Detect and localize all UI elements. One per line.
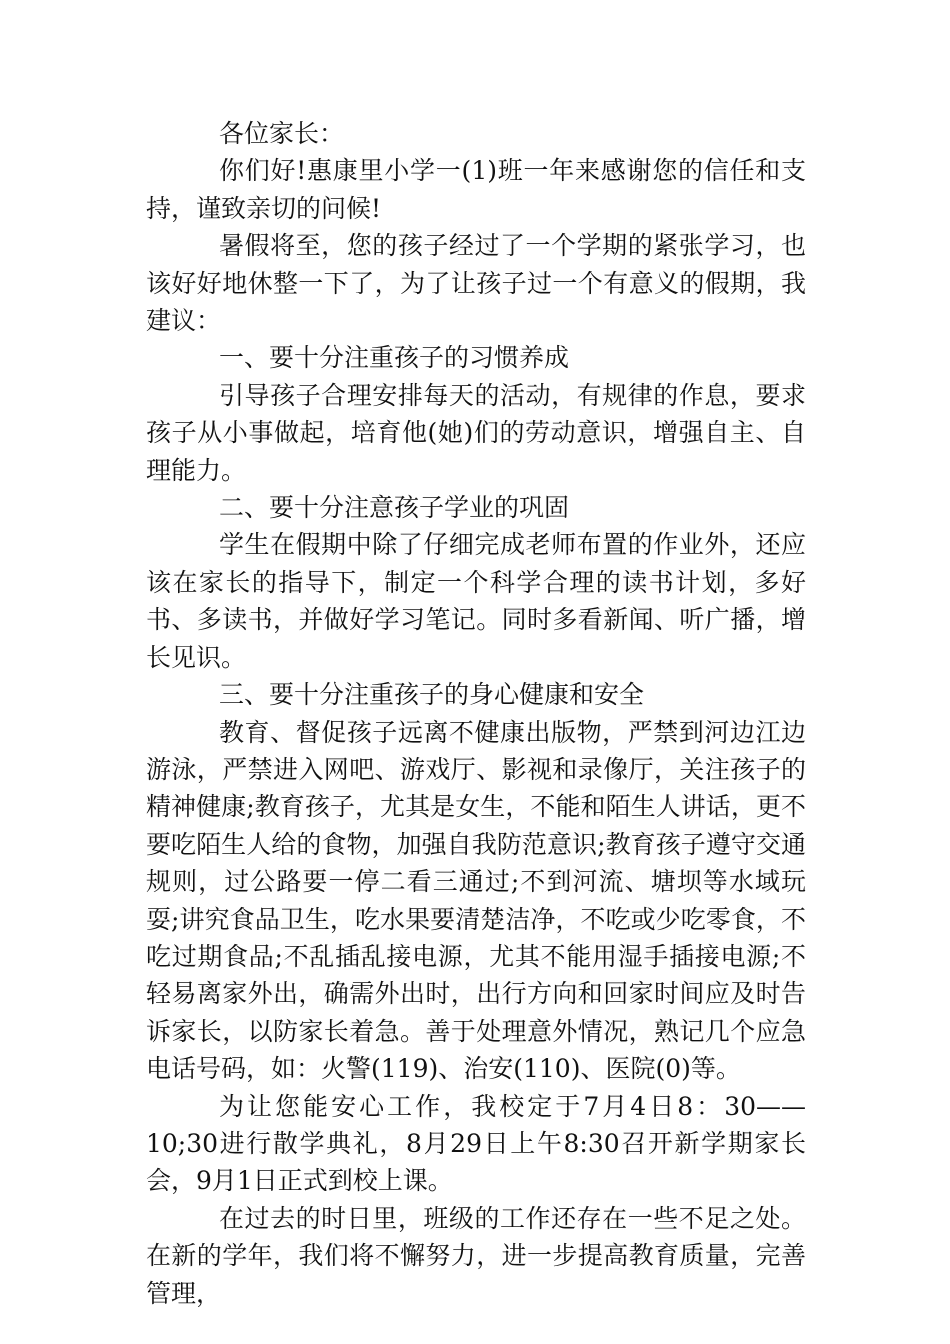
section-heading-studies: 二、要十分注意孩子学业的巩固: [219, 493, 570, 523]
salutation: 各位家长：: [219, 119, 345, 148]
schedule-paragraph: 为让您能安心工作，我校定于7月4日8：30——10;30进行散学典礼，8月29日上午8:30召开新学期家长会，9月1日正式到校上课。: [146, 1091, 806, 1196]
greeting-paragraph: 你们好!惠康里小学一(1)班一年来感谢您的信任和支持，谨致亲切的问候!: [146, 156, 806, 223]
closing-paragraph: 在过去的时日里，班级的工作还存在一些不足之处。在新的学年，我们将不懈努力，进一步提高教育质量，完善管理，: [146, 1203, 806, 1308]
studies-paragraph: 学生在假期中除了仔细完成老师布置的作业外，还应该在家长的指导下，制定一个科学合理的读书计划，多好书、多读书，并做好学习笔记。同时多看新闻、听广播，增长见识。: [146, 530, 806, 672]
intro-paragraph: 暑假将至，您的孩子经过了一个学期的紧张学习，也该好好地休整一下了，为了让孩子过一个有意义的假期，我建议：: [146, 231, 806, 336]
letter-body: [146, 115, 806, 1312]
section-heading-habits: 一、要十分注重孩子的习惯养成: [219, 343, 570, 373]
safety-paragraph: 教育、督促孩子远离不健康出版物，严禁到河边江边游泳，严禁进入网吧、游戏厅、影视和录像厅，关注孩子的精神健康;教育孩子，尤其是女生，不能和陌生人讲话，更不要吃陌生人给的食物，加强自我防范意识;教育孩子遵守交通规则，过公路要一停二看三通过;不到河流、塘坝等水域玩耍;讲究食品卫生，吃水果要清楚洁净，不吃或少吃零食，不吃过期食品;不乱插乱接电源，尤其不能用湿手插接电源;不轻易离家外出，确需外出时，出行方向和回家时间应及时告诉家长，以防家长着急。善于处理意外情况，熟记几个应急电话号码，如：火警(119)、治安(110)、医院(0)等。: [146, 717, 806, 1084]
section-heading-safety: 三、要十分注重孩子的身心健康和安全: [219, 680, 645, 710]
habits-paragraph: 引导孩子合理安排每天的活动，有规律的作息，要求孩子从小事做起，培育他(她)们的劳动意识，增强自主、自理能力。: [146, 380, 806, 485]
